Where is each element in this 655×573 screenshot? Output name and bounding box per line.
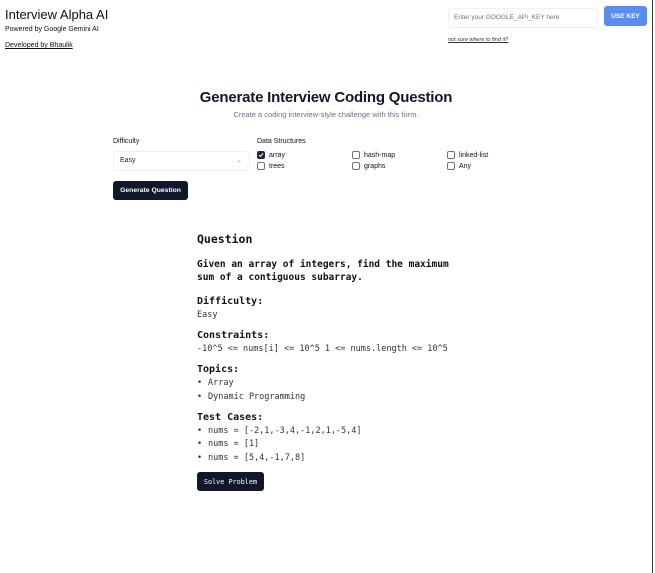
difficulty-value: Easy [197,310,218,320]
difficulty-label: Difficulty [113,138,140,145]
powered-by-text: Powered by Google Gemini AI [5,26,99,33]
data-structures-label: Data Structures [257,138,306,145]
generate-question-button[interactable]: Generate Question [113,181,188,200]
test-case-label: nums = [5,4,-1,7,8] [208,453,306,463]
checkbox-any[interactable] [447,162,471,170]
page-subtitle: Create a coding interview-style challenge with this form. [233,110,419,119]
bullet-icon: • [197,426,203,436]
checkbox-unchecked-icon[interactable] [257,162,265,170]
api-key-help-link[interactable]: not sure where to find it? [448,36,509,43]
checkbox-label: linked-list [459,151,489,159]
test-case-item [197,439,259,449]
test-case-item [197,453,305,463]
topic-item [197,378,234,388]
checkbox-array[interactable] [257,151,285,159]
constraints-heading: Constraints: [197,330,270,341]
checkbox-label: Any [459,162,472,170]
chevron-down-icon: ⌄ [236,157,242,164]
topic-item [197,392,305,402]
difficulty-selected-value: Easy [120,157,136,164]
topic-label: Array [208,378,234,388]
checkbox-checked-icon[interactable] [257,151,265,159]
checkbox-linked-list[interactable] [447,151,488,159]
constraints-text: -10^5 <= nums[i] <= 10^5 1 <= nums.length <= 10^5 [197,344,448,354]
api-key-area [448,6,640,46]
difficulty-heading: Difficulty: [197,296,264,307]
checkbox-label: hash-map [364,151,396,159]
test-cases-heading: Test Cases: [197,412,264,423]
question-text: Given an array of integers, find the maximum sum of a contiguous subarray. [197,259,449,283]
checkbox-unchecked-icon[interactable] [352,162,360,170]
page-title: Generate Interview Coding Question [199,89,453,106]
api-key-input[interactable] [448,8,598,28]
checkbox-graphs[interactable] [352,162,385,170]
test-case-label: nums = [1] [208,439,260,449]
checkbox-unchecked-icon[interactable] [447,151,455,159]
test-case-item [197,426,362,436]
test-case-label: nums = [-2,1,-3,4,-1,2,1,-5,4] [208,426,362,436]
checkbox-unchecked-icon[interactable] [352,151,360,159]
topic-label: Dynamic Programming [208,392,306,402]
topics-heading: Topics: [197,364,240,375]
solve-problem-button[interactable]: Solve Problem [197,472,264,491]
checkbox-hash-map[interactable] [352,151,395,159]
app-header [5,7,108,52]
use-key-button[interactable]: USE KEY [604,6,647,26]
app-title: Interview Alpha AI [5,7,109,22]
bullet-icon: • [197,378,203,388]
developer-link[interactable]: Developed by Bhaulik [5,42,73,49]
checkbox-label: graphs [364,162,386,170]
difficulty-select[interactable] [113,151,250,171]
window-edge [652,0,653,573]
bullet-icon: • [197,453,203,463]
checkbox-trees[interactable] [257,162,285,170]
bullet-icon: • [197,392,203,402]
question-title: Question [197,232,253,246]
bullet-icon: • [197,439,203,449]
checkbox-label: trees [269,162,285,170]
checkbox-label: array [269,151,285,159]
checkbox-unchecked-icon[interactable] [447,162,455,170]
